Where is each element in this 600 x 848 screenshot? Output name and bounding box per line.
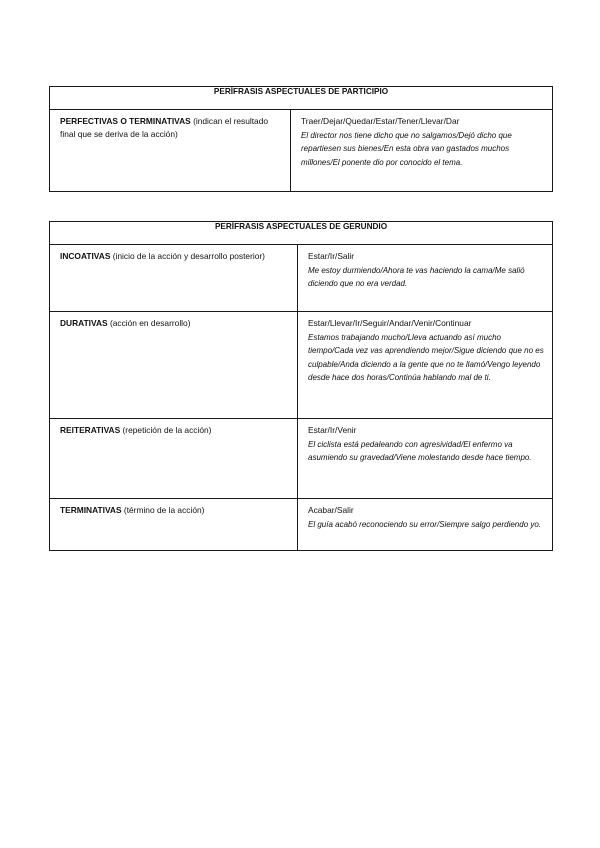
type-description: (repetición de la acción) [122,425,212,435]
table-row [50,312,553,419]
type-description: (inicio de la acción y desarrollo posterior) [112,251,265,261]
gerundio-title: PERÍFRASIS ASPECTUALES DE GERUNDIO [50,222,553,245]
examples-text: Me estoy durmiendo/Ahora te vas haciendo la cama/Me salió diciendo que no era verdad. [308,265,525,288]
examples-cell [298,245,553,312]
examples-text: El director nos tiene dicho que no salgamos/Dejó dicho que repartiesen sus bienes/En esta obra van gastados muchos millones/El ponente dio por conocido el tema. [301,130,512,167]
examples-cell [291,110,553,192]
verbs-list: Acabar/Salir [308,505,354,515]
examples-text: El ciclista está pedaleando con agresividad/El enfermo va asumiendo su gravedad/Viene molestando desde hace tiempo. [308,439,532,462]
examples-cell [298,312,553,419]
table-header-row [50,87,553,110]
table-row [50,499,553,551]
type-cell [50,419,298,499]
type-cell [50,110,291,192]
type-description: (acción en desarrollo) [109,318,191,328]
table-row [50,419,553,499]
type-cell [50,499,298,551]
type-cell [50,245,298,312]
participio-table [49,86,553,192]
verbs-list: Traer/Dejar/Quedar/Estar/Tener/Llevar/Dar [301,116,460,126]
examples-text: Estamos trabajando mucho/Lleva actuando así mucho tiempo/Cada vez vas aprendiendo mejor/Sigue diciendo que no es culpable/Anda diciendo a la gente que no te llamó/Vengo leyendo desde hace dos horas/Continúa hablando mal de ti. [308,332,544,382]
verbs-list: Estar/Ir/Salir [308,251,355,261]
table-row [50,245,553,312]
examples-text: El guía acabó reconociendo su error/Siempre salgo perdiendo yo. [308,519,542,529]
type-name: DURATIVAS [60,318,108,328]
examples-cell [298,499,553,551]
type-name: TERMINATIVAS [60,505,122,515]
examples-cell [298,419,553,499]
participio-title: PERÍFRASIS ASPECTUALES DE PARTICIPIO [50,87,553,110]
verbs-list: Estar/Ir/Venir [308,425,357,435]
type-description: (indican el resultado final que se deriva de la acción) [60,116,269,139]
table-header-row [50,222,553,245]
table-row [50,110,553,192]
type-description: (término de la acción) [123,505,205,515]
type-name: INCOATIVAS [60,251,111,261]
type-cell [50,312,298,419]
type-name: PERFECTIVAS O TERMINATIVAS [60,116,191,126]
verbs-list: Estar/Llevar/Ir/Seguir/Andar/Venir/Continuar [308,318,472,328]
gerundio-table [49,221,553,551]
type-name: REITERATIVAS [60,425,121,435]
